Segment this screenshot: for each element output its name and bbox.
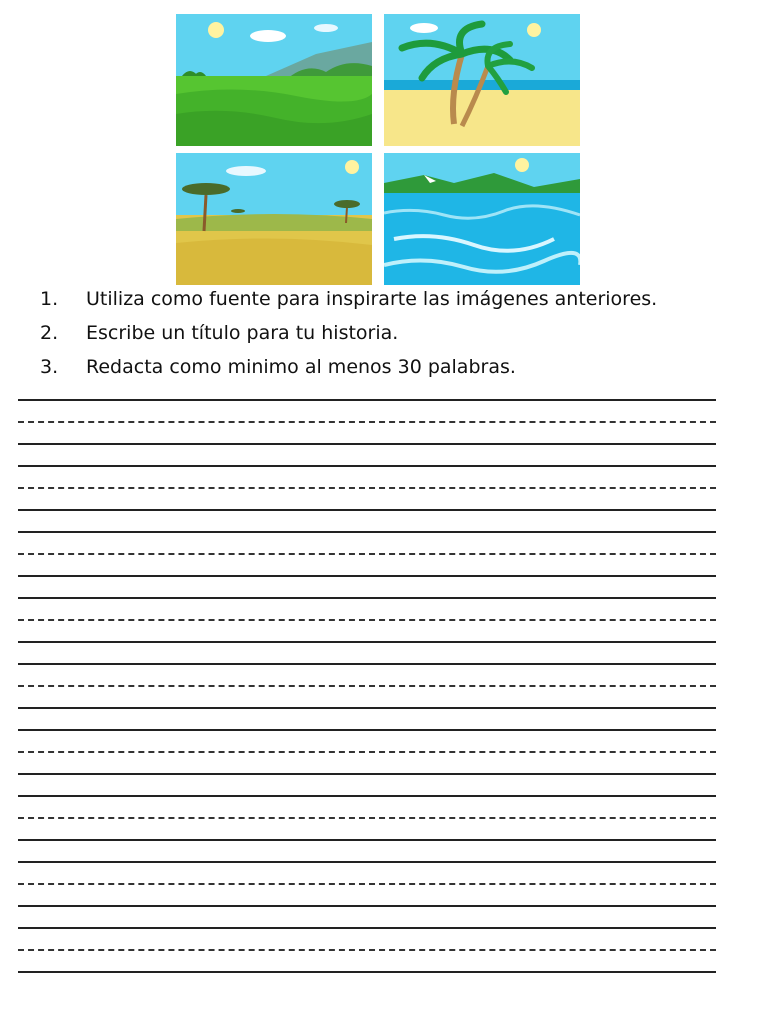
- writing-line-group[interactable]: [18, 653, 716, 719]
- mid-dashed-line: [18, 817, 716, 819]
- base-line: [18, 509, 716, 511]
- mid-dashed-line: [18, 949, 716, 951]
- mid-dashed-line: [18, 421, 716, 423]
- instruction-item: [40, 352, 657, 386]
- top-line: [18, 729, 716, 731]
- writing-line-group[interactable]: [18, 917, 716, 983]
- writing-line-group[interactable]: [18, 521, 716, 587]
- base-line: [18, 773, 716, 775]
- mid-dashed-line: [18, 619, 716, 621]
- instruction-number: 1.: [40, 288, 59, 310]
- writing-line-group[interactable]: [18, 389, 716, 455]
- mid-dashed-line: [18, 685, 716, 687]
- beach-image: [384, 14, 580, 146]
- mid-dashed-line: [18, 487, 716, 489]
- sea-image: [384, 153, 580, 285]
- writing-line-group[interactable]: [18, 587, 716, 653]
- instructions-list: [40, 284, 657, 386]
- top-line: [18, 795, 716, 797]
- writing-line-group[interactable]: [18, 455, 716, 521]
- writing-line-group[interactable]: [18, 785, 716, 851]
- mid-dashed-line: [18, 883, 716, 885]
- instruction-number: 3.: [40, 356, 59, 378]
- instruction-text: Utiliza como fuente para inspirarte las imágenes anteriores.: [86, 288, 658, 310]
- instruction-text: Escribe un título para tu historia.: [86, 322, 399, 344]
- base-line: [18, 905, 716, 907]
- grassland-image: [176, 14, 372, 146]
- top-line: [18, 927, 716, 929]
- base-line: [18, 971, 716, 973]
- writing-line-group[interactable]: [18, 719, 716, 785]
- base-line: [18, 575, 716, 577]
- mid-dashed-line: [18, 553, 716, 555]
- top-line: [18, 861, 716, 863]
- instruction-item: [40, 318, 657, 352]
- base-line: [18, 641, 716, 643]
- base-line: [18, 839, 716, 841]
- mid-dashed-line: [18, 751, 716, 753]
- top-line: [18, 399, 716, 401]
- top-line: [18, 531, 716, 533]
- top-line: [18, 663, 716, 665]
- instruction-number: 2.: [40, 322, 59, 344]
- savanna-image: [176, 153, 372, 285]
- top-line: [18, 597, 716, 599]
- instruction-text: Redacta como minimo al menos 30 palabras.: [86, 356, 516, 378]
- instruction-item: [40, 284, 657, 318]
- base-line: [18, 443, 716, 445]
- writing-line-group[interactable]: [18, 851, 716, 917]
- top-line: [18, 465, 716, 467]
- base-line: [18, 707, 716, 709]
- writing-lines[interactable]: [18, 389, 716, 983]
